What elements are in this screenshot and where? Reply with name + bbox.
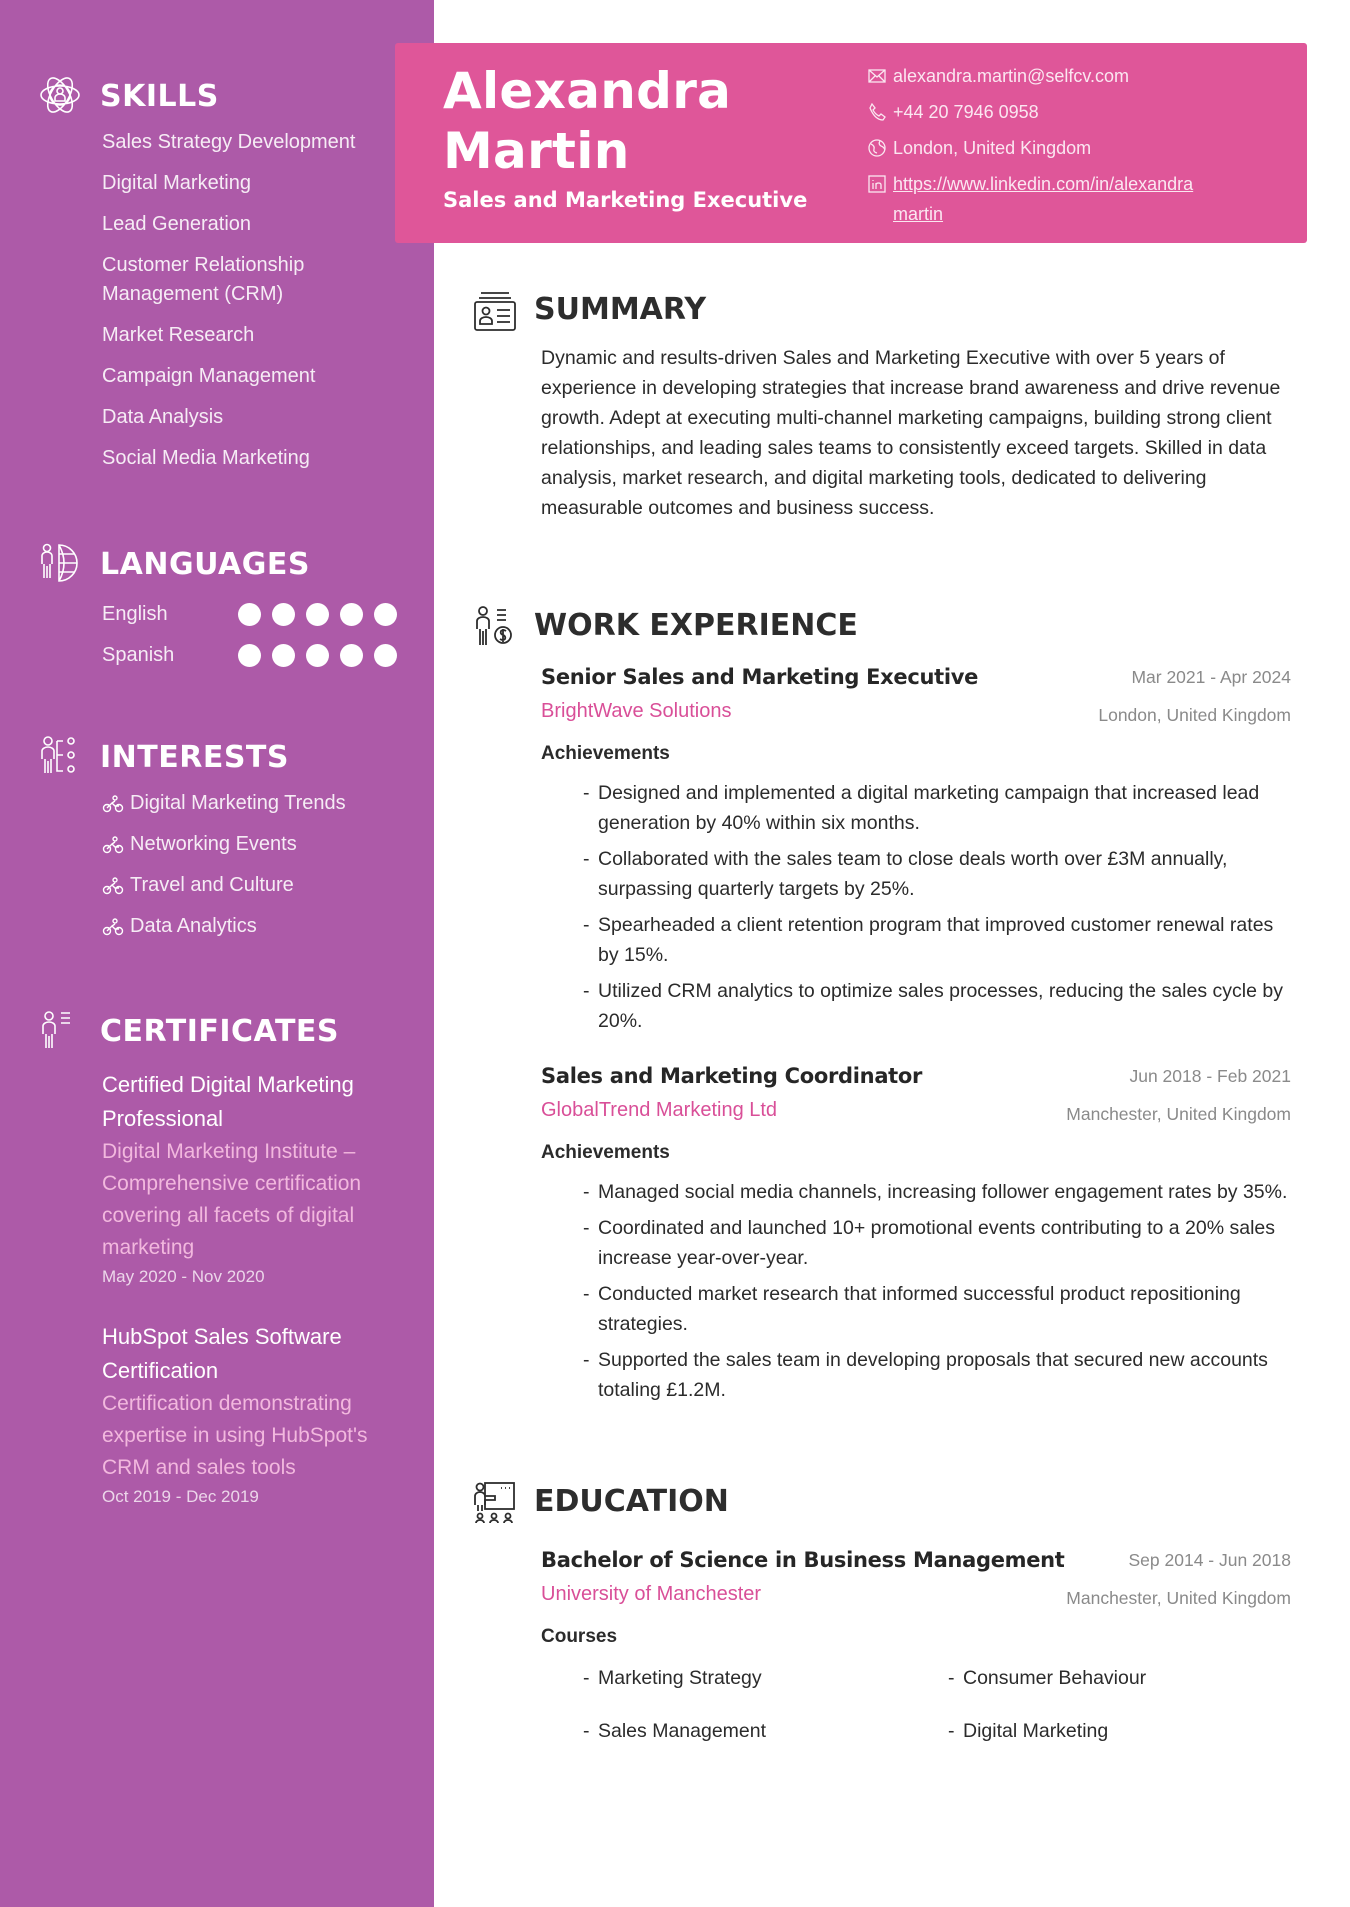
- language-name: Spanish: [102, 643, 175, 666]
- education-location: Manchester, United Kingdom: [1066, 1588, 1291, 1608]
- job-title: Sales and Marketing Coordinator: [541, 1064, 923, 1088]
- interest-label: Digital Marketing Trends: [130, 792, 346, 814]
- full-name: [443, 61, 731, 181]
- languages-title: LANGUAGES: [100, 547, 310, 582]
- level-dot: [340, 603, 363, 626]
- skill-item: Lead Generation: [102, 213, 252, 235]
- degree-title: Bachelor of Science in Business Management: [541, 1548, 1065, 1572]
- interests-title: INTERESTS: [100, 740, 289, 775]
- linkedin-icon: [868, 169, 893, 199]
- job-location: London, United Kingdom: [1098, 705, 1291, 725]
- location-text: London, United Kingdom: [893, 138, 1092, 158]
- certificate-dates: Oct 2019 - Dec 2019: [102, 1487, 259, 1506]
- interest-item: [102, 830, 412, 859]
- email-text[interactable]: alexandra.martin@selfcv.com: [893, 66, 1130, 86]
- certificate-description: Certification demonstrating expertise in using HubSpot's CRM and sales tools: [102, 1392, 368, 1479]
- education-dates: Sep 2014 - Jun 2018: [1128, 1550, 1291, 1570]
- contact-phone[interactable]: [868, 97, 1288, 127]
- school-name: University of Manchester: [541, 1583, 762, 1605]
- level-dot: [306, 644, 329, 667]
- achievements-label: Achievements: [541, 743, 670, 764]
- skill-item: Digital Marketing: [102, 172, 251, 194]
- courses-grid: [541, 1663, 1291, 1746]
- teacher-board-icon: [472, 1480, 518, 1526]
- phone-text[interactable]: +44 20 7946 0958: [893, 102, 1039, 122]
- experience-heading: [472, 604, 858, 650]
- job-title: Senior Sales and Marketing Executive: [541, 665, 979, 689]
- level-dot: [238, 644, 261, 667]
- certificate-title: HubSpot Sales Software Certification: [102, 1324, 342, 1383]
- linkedin-url-line1[interactable]: https://www.linkedin.com/in/alexandra: [893, 174, 1194, 194]
- language-level-dots: [238, 603, 397, 626]
- skill-item: Customer Relationship Management (CRM): [102, 254, 305, 305]
- cyclist-icon: [102, 836, 124, 854]
- contact-list: [868, 61, 1288, 235]
- interest-item: [102, 912, 412, 941]
- level-dot: [238, 603, 261, 626]
- language-level-dots: [238, 644, 397, 667]
- person-options-icon: [38, 734, 82, 778]
- person-globe-icon: [38, 541, 82, 585]
- cyclist-icon: [102, 918, 124, 936]
- level-dot: [374, 644, 397, 667]
- interest-item: [102, 789, 412, 818]
- achievement-item: - Collaborated with the sales team to close deals worth over £3M annually, surpassing quarterly targets by 25%.: [583, 844, 1291, 904]
- level-dot: [272, 644, 295, 667]
- globe-icon: [868, 133, 893, 163]
- achievement-item: - Conducted market research that informed successful product repositioning strategies.: [583, 1279, 1291, 1339]
- achievement-item: - Designed and implemented a digital marketing campaign that increased lead generation by 40% within six months.: [583, 778, 1291, 838]
- level-dot: [306, 603, 329, 626]
- languages-heading: [38, 541, 310, 585]
- achievements-list: [541, 1177, 1291, 1405]
- skills-atom-person-icon: [38, 73, 82, 117]
- sidebar: [0, 0, 434, 1907]
- language-name: English: [102, 602, 168, 625]
- achievement-item: - Coordinated and launched 10+ promotional events contributing to a 20% sales increase year-over-year.: [583, 1213, 1291, 1273]
- skills-title: SKILLS: [100, 79, 219, 114]
- certificates-heading: [38, 1008, 340, 1052]
- course-item: - Marketing Strategy: [583, 1663, 948, 1693]
- education-heading: [472, 1480, 729, 1526]
- job-entry: [541, 1061, 1291, 1411]
- skill-item: Social Media Marketing: [102, 447, 310, 469]
- course-item: - Digital Marketing: [948, 1716, 1248, 1746]
- job-dates: Jun 2018 - Feb 2021: [1129, 1066, 1291, 1086]
- level-dot: [374, 603, 397, 626]
- job-entry: [541, 662, 1291, 1042]
- course-item: - Sales Management: [583, 1716, 948, 1746]
- experience-title: WORK EXPERIENCE: [534, 608, 858, 643]
- certificates-title: CERTIFICATES: [100, 1014, 340, 1049]
- achievement-item: - Supported the sales team in developing proposals that secured new accounts totaling £1.2M.: [583, 1345, 1291, 1405]
- achievement-item: - Spearheaded a client retention program that improved customer renewal rates by 15%.: [583, 910, 1291, 970]
- achievements-list: [541, 778, 1291, 1036]
- interests-list: [102, 789, 412, 953]
- interest-label: Data Analytics: [130, 915, 257, 937]
- achievement-item: - Managed social media channels, increasing follower engagement rates by 35%.: [583, 1177, 1291, 1207]
- company-name: BrightWave Solutions: [541, 700, 732, 722]
- certificate-item: [102, 1320, 412, 1510]
- skill-item: Sales Strategy Development: [102, 131, 356, 153]
- courses-label: Courses: [541, 1626, 618, 1647]
- course-item: - Consumer Behaviour: [948, 1663, 1248, 1693]
- language-row-english: [102, 599, 412, 629]
- job-headline: Sales and Marketing Executive: [443, 188, 808, 212]
- skill-item: Data Analysis: [102, 406, 224, 428]
- interest-item: [102, 871, 412, 900]
- language-row-spanish: [102, 640, 412, 670]
- linkedin-url-line2[interactable]: martin: [893, 204, 944, 224]
- job-location: Manchester, United Kingdom: [1066, 1104, 1291, 1124]
- achievement-item: - Utilized CRM analytics to optimize sales processes, reducing the sales cycle by 20%.: [583, 976, 1291, 1036]
- skills-list: [102, 128, 412, 485]
- certificate-description: Digital Marketing Institute – Comprehensive certification covering all facets of digital marketing: [102, 1140, 362, 1259]
- summary-text: Dynamic and results-driven Sales and Marketing Executive with over 5 years of experience in developing strategies that increase brand awareness and drive revenue growth. Adept at executing multi-channel marketing campaigns, building strong client relationships, and leading sales teams to consistently exceed targets. Skilled in data analysis, market research, and digital marketing tools, dedicated to delivering measurable outcomes and business success.: [541, 347, 1281, 519]
- education-entry: [541, 1545, 1291, 1746]
- last-name: Martin: [443, 122, 630, 180]
- person-list-icon: [38, 1008, 82, 1052]
- linkedin-link[interactable]: [893, 169, 1193, 229]
- level-dot: [340, 644, 363, 667]
- first-name: Alexandra: [443, 62, 732, 120]
- contact-email[interactable]: [868, 61, 1288, 91]
- summary-heading: [472, 288, 707, 334]
- cyclist-icon: [102, 795, 124, 813]
- contact-linkedin[interactable]: [868, 169, 1288, 229]
- skill-item: Campaign Management: [102, 365, 316, 387]
- achievements-label: Achievements: [541, 1142, 670, 1163]
- summary-title: SUMMARY: [534, 292, 707, 327]
- cyclist-icon: [102, 877, 124, 895]
- certificate-dates: May 2020 - Nov 2020: [102, 1267, 265, 1286]
- job-dates: Mar 2021 - Apr 2024: [1131, 667, 1291, 687]
- phone-icon: [868, 97, 893, 127]
- interests-heading: [38, 734, 289, 778]
- person-money-icon: [472, 604, 518, 650]
- id-card-icon: [472, 288, 518, 334]
- level-dot: [272, 603, 295, 626]
- skills-heading: [38, 73, 219, 117]
- company-name: GlobalTrend Marketing Ltd: [541, 1099, 778, 1121]
- skill-item: Market Research: [102, 324, 255, 346]
- certificate-item: [102, 1068, 412, 1290]
- education-title: EDUCATION: [534, 1484, 729, 1519]
- contact-location: [868, 133, 1288, 163]
- interest-label: Travel and Culture: [130, 874, 294, 896]
- certificate-title: Certified Digital Marketing Professional: [102, 1072, 354, 1131]
- envelope-icon: [868, 61, 893, 91]
- interest-label: Networking Events: [130, 833, 297, 855]
- profile-header: [395, 43, 1307, 243]
